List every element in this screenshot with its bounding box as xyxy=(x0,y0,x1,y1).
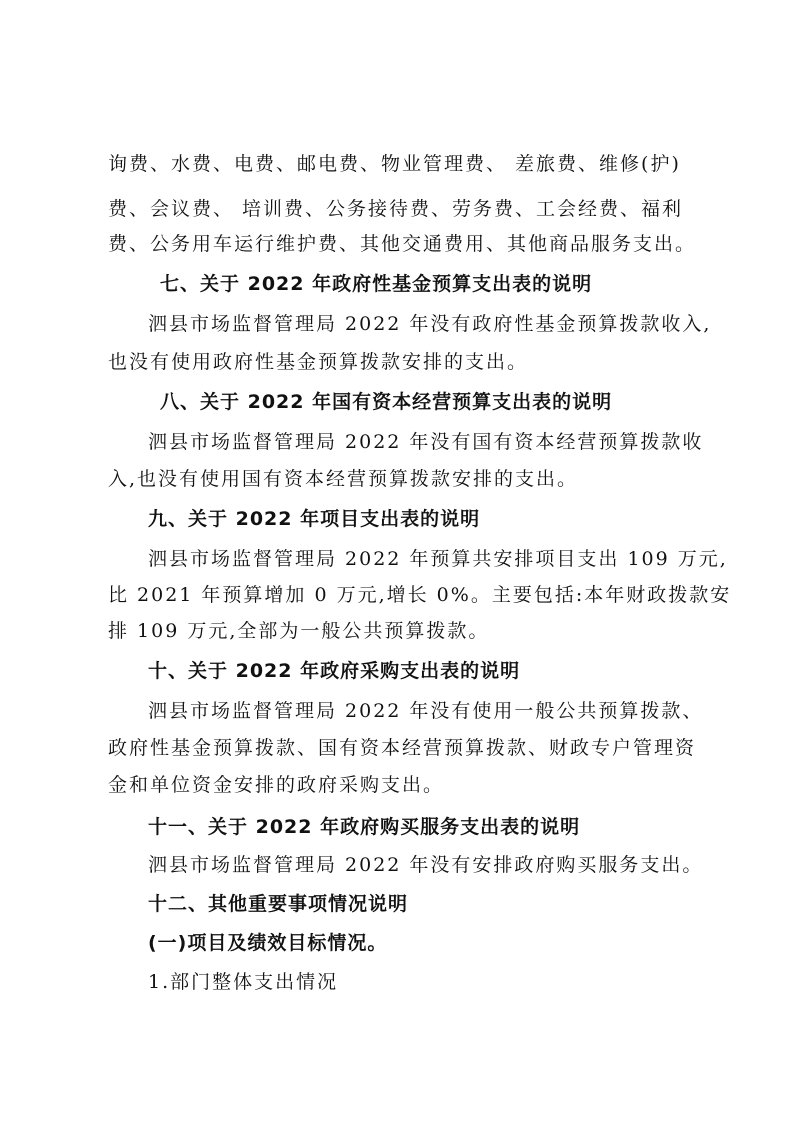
section-7-text-2: 也没有使用政府性基金预算拨款安排的支出。 xyxy=(108,351,529,373)
section-8-text-1: 泗县市场监督管理局 2022 年没有国有资本经营预算拨款收 xyxy=(148,431,704,453)
paragraph-line-expenses-3: 费、公务用车运行维护费、其他交通费用、其他商品服务支出。 xyxy=(108,233,697,255)
item-heading-1: 1.部门整体支出情况 xyxy=(148,971,339,993)
section-9-text-2: 比 2021 年预算增加 0 万元,增长 0%。主要包括:本年财政拨款安 xyxy=(108,584,732,606)
section-heading-9: 九、关于 2022 年项目支出表的说明 xyxy=(148,508,481,530)
section-10-text-3: 金和单位资金安排的政府采购支出。 xyxy=(108,774,445,796)
section-7-text-1: 泗县市场监督管理局 2022 年没有政府性基金预算拨款收入, xyxy=(148,313,712,335)
section-heading-7: 七、关于 2022 年政府性基金预算支出表的说明 xyxy=(160,273,593,295)
section-8-text-2: 入,也没有使用国有资本经营预算拨款安排的支出。 xyxy=(108,468,579,490)
section-heading-12: 十二、其他重要事项情况说明 xyxy=(148,893,409,915)
section-heading-10: 十、关于 2022 年政府采购支出表的说明 xyxy=(148,660,521,682)
section-11-text-1: 泗县市场监督管理局 2022 年没有安排政府购买服务支出。 xyxy=(148,854,704,876)
section-heading-8: 八、关于 2022 年国有资本经营预算支出表的说明 xyxy=(160,391,613,413)
section-9-text-1: 泗县市场监督管理局 2022 年预算共安排项目支出 109 万元, xyxy=(148,548,728,570)
section-heading-11: 十一、关于 2022 年政府购买服务支出表的说明 xyxy=(148,816,581,838)
subsection-heading-1: (一)项目及绩效目标情况。 xyxy=(148,932,388,954)
section-9-text-3: 排 109 万元,全部为一般公共预算拨款。 xyxy=(108,620,490,642)
paragraph-line-expenses-1: 询费、水费、电费、邮电费、物业管理费、 差旅费、维修(护) xyxy=(108,153,681,175)
section-10-text-1: 泗县市场监督管理局 2022 年没有使用一般公共预算拨款、 xyxy=(148,700,704,722)
section-10-text-2: 政府性基金预算拨款、国有资本经营预算拨款、财政专户管理资 xyxy=(108,737,697,759)
paragraph-line-expenses-2: 费、会议费、 培训费、公务接待费、劳务费、工会经费、福利 xyxy=(108,198,684,220)
